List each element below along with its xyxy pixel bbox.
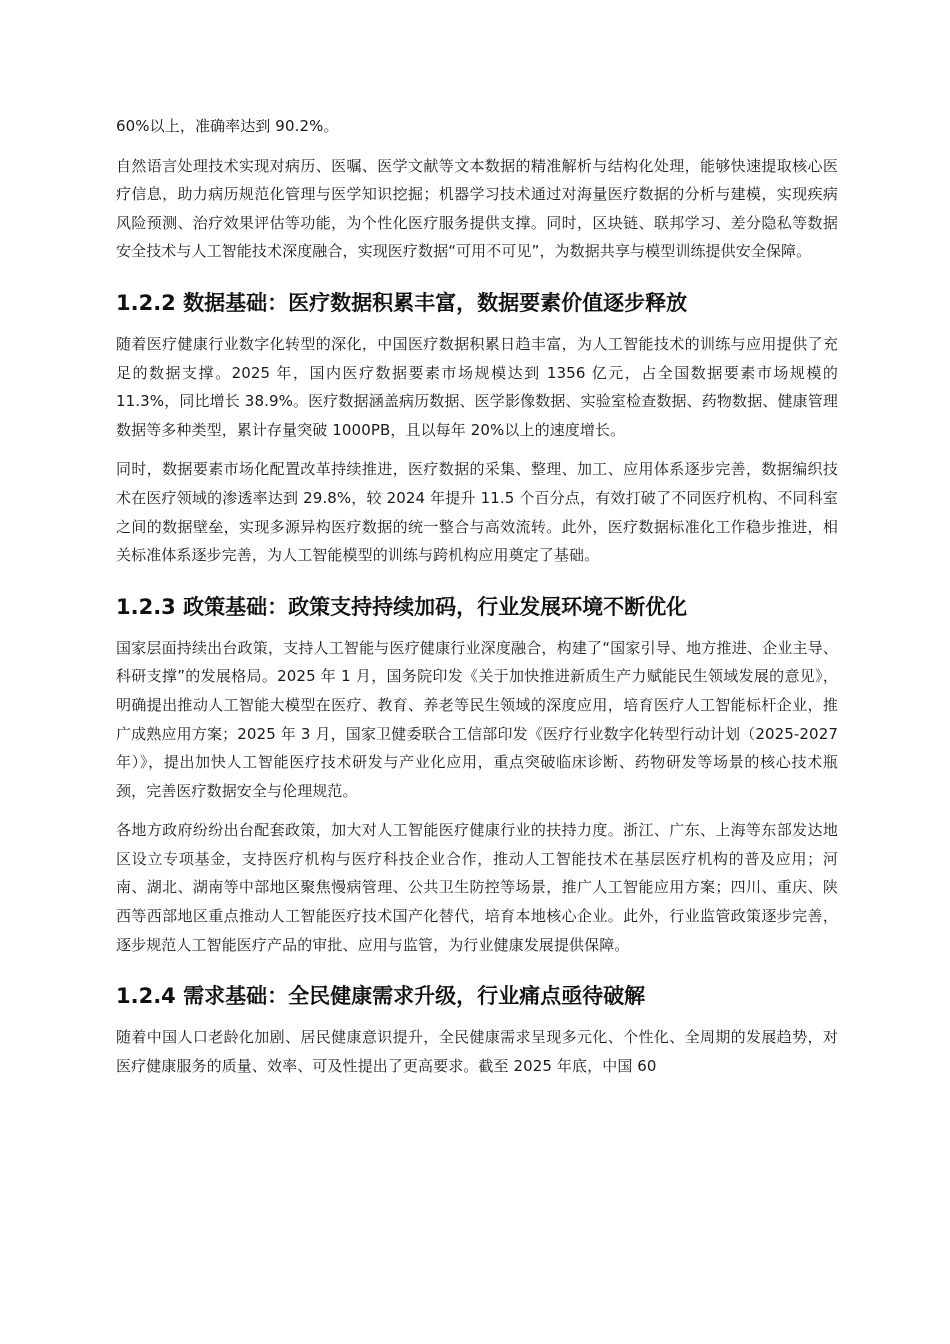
section-heading-demand-foundation: 1.2.4 需求基础：全民健康需求升级，行业痛点亟待破解 [116, 984, 646, 1009]
section-heading-policy-foundation: 1.2.3 政策基础：政策支持持续加码，行业发展环境不断优化 [116, 594, 688, 619]
policy-foundation-paragraph-2: 各地方政府纷纷出台配套政策，加大对人工智能医疗健康行业的扶持力度。浙江、广东、上海等东部发达地区设立专项基金，支持医疗机构与医疗科技企业合作，推动人工智能技术在基层医疗机构的普及应用；河南、湖北、湖南等中部地区聚焦慢病管理、公共卫生防控等场景，推广人工智能应用方案；四川、重庆、陕西等西部地区重点推动人工智能医疗技术国产化替代，培育本地核心企业。此外，行业监管政策逐步完善，逐步规范人工智能医疗产品的审批、应用与监管，为行业健康发展提供保障。 [116, 821, 838, 954]
data-foundation-paragraph-2: 同时，数据要素市场化配置改革持续推进，医疗数据的采集、整理、加工、应用体系逐步完善，数据编织技术在医疗领域的渗透率达到 29.8%，较 2024 年提升 11.5 个百分点，有效打破了不同医疗机构、不同科室之间的数据壁垒，实现多源异构医疗数据的统一整合与高效流转。此外，医疗数据标准化工作稳步推进，相关标准体系逐步完善，为人工智能模型的训练与跨机构应用奠定了基础。 [116, 460, 838, 565]
section-heading-data-foundation: 1.2.2 数据基础：医疗数据积累丰富，数据要素价值逐步释放 [116, 290, 688, 315]
data-foundation-paragraph-1: 随着医疗健康行业数字化转型的深化，中国医疗数据积累日趋丰富，为人工智能技术的训练与应用提供了充足的数据支撑。2025 年，国内医疗数据要素市场规模达到 1356 亿元，占全国数据要素市场规模的 11.3%，同比增长 38.9%。医疗数据涵盖病历数据、医学影像数据、实验室检查数据、药物数据、健康管理数据等多种类型，累计存量突破 1000PB，且以每年 20%以上的速度增长。 [116, 334, 838, 439]
intro-paragraph-2: 自然语言处理技术实现对病历、医嘱、医学文献等文本数据的精准解析与结构化处理，能够快速提取核心医疗信息，助力病历规范化管理与医学知识挖掘；机器学习技术通过对海量医疗数据的分析与建模，实现疾病风险预测、治疗效果评估等功能，为个性化医疗服务提供支撑。同时，区块链、联邦学习、差分隐私等数据安全技术与人工智能技术深度融合，实现医疗数据“可用不可见”，为数据共享与模型训练提供安全保障。 [116, 156, 838, 261]
document-page [116, 112, 838, 1091]
intro-paragraph-1: 60%以上，准确率达到 90.2%。 [116, 117, 339, 135]
demand-foundation-paragraph-1: 随着中国人口老龄化加剧、居民健康意识提升，全民健康需求呈现多元化、个性化、全周期的发展趋势，对医疗健康服务的质量、效率、可及性提出了更高要求。截至 2025 年底，中国 60 [116, 1028, 838, 1075]
policy-foundation-paragraph-1: 国家层面持续出台政策，支持人工智能与医疗健康行业深度融合，构建了“国家引导、地方推进、企业主导、科研支撑”的发展格局。2025 年 1 月，国务院印发《关于加快推进新质生产力赋能民生领域发展的意见》，明确提出推动人工智能大模型在医疗、教育、养老等民生领域的深度应用，培育医疗人工智能标杆企业，推广成熟应用方案；2025 年 3 月，国家卫健委联合工信部印发《医疗行业数字化转型行动计划（2025-2027 年）》，提出加快人工智能医疗技术研发与产业化应用，重点突破临床诊断、药物研发等场景的核心技术瓶颈，完善医疗数据安全与伦理规范。 [116, 638, 838, 800]
